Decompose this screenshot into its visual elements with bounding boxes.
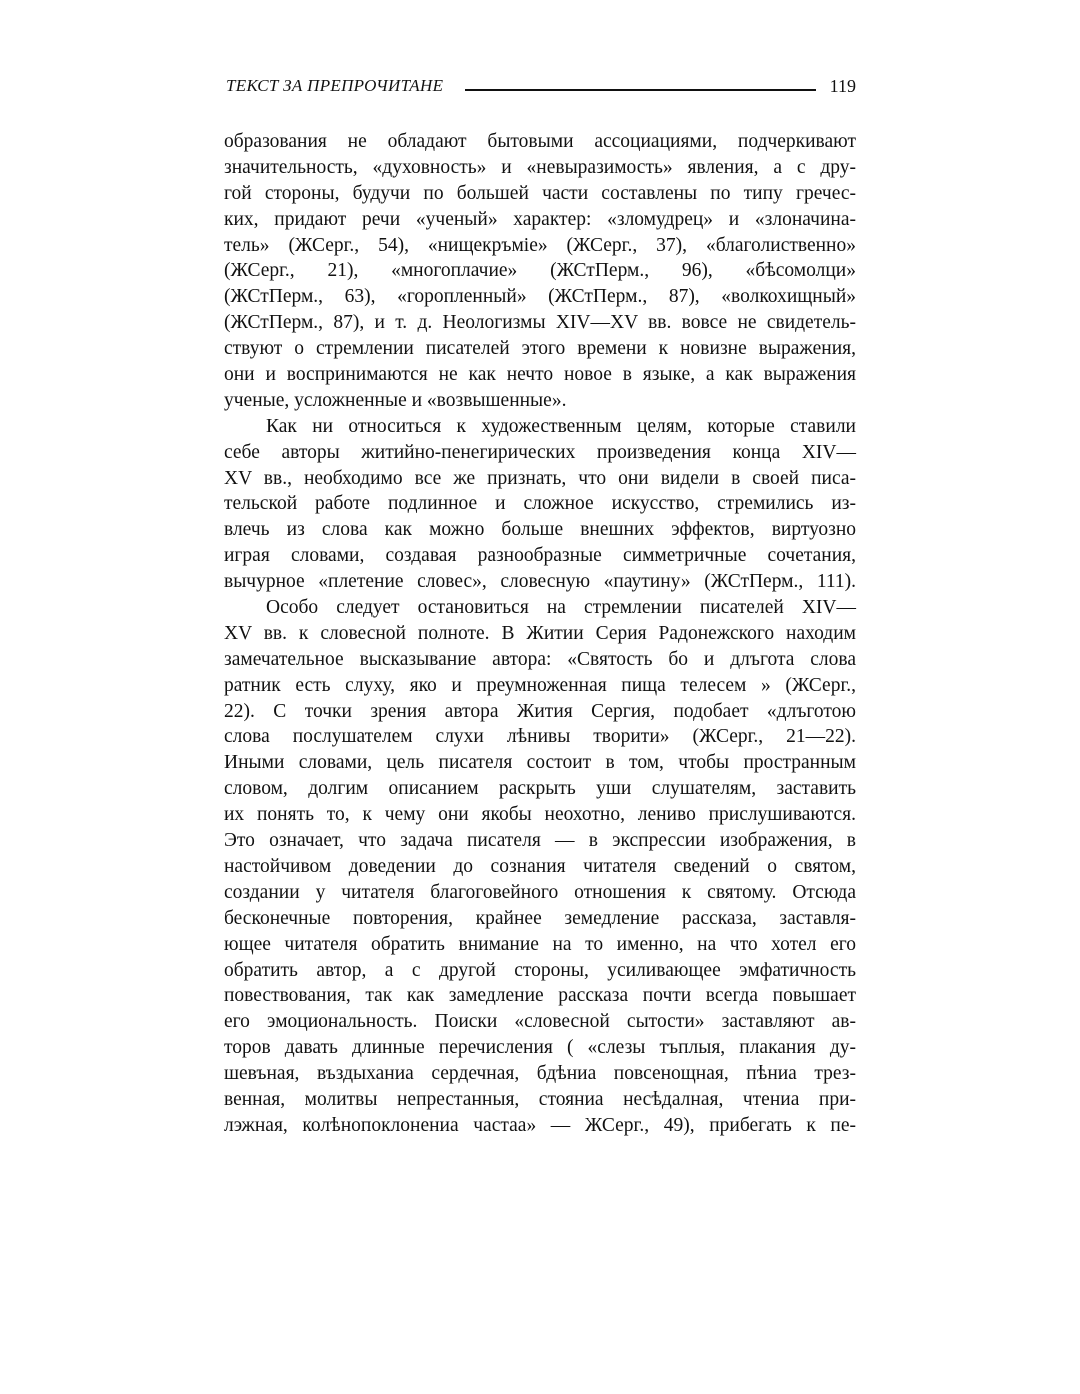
text-line: (ЖСтПерм., 63), «горопленный» (ЖСтПерм., 87), «волкохищный» (224, 286, 856, 308)
text-line: шевъная, въздыханиа сердечная, бдѣниа повсенощная, пѣниа трез- (224, 1063, 856, 1085)
text-line: повествования, так как замедление рассказа почти всегда повышает (224, 985, 856, 1007)
text-line: ких, придают речи «ученый» характер: «зломудрец» и «злоначина- (224, 208, 856, 230)
text-line: Особо следует остановиться на стремлении писателей XIV— (266, 597, 856, 619)
text-line: бесконечные повторения, крайнее земедление рассказа, заставля- (224, 907, 856, 929)
text-line: торов давать длинные перечисления ( «слезы тъплыя, плакания ду- (224, 1037, 856, 1059)
text-line: ратник есть слуху, яко и преумноженная пища телесем » (ЖСерг., (224, 674, 856, 696)
paragraph-2 (224, 414, 856, 595)
text-line: Как ни относиться к художественным целям, которые ставили (266, 415, 856, 437)
text-line: образования не обладают бытовыми ассоциациями, подчеркивают (224, 131, 856, 152)
text-line: Это означает, что задача писателя — в экспрессии изображения, в (224, 830, 856, 852)
text-body (224, 129, 856, 1139)
page-number: 119 (829, 75, 856, 96)
text-line: себе авторы житийно-пенегирических произведения конца XIV— (224, 441, 856, 463)
text-line: венная, молитвы непрестанныя, стояниа несѣдалная, чтениа при- (224, 1088, 856, 1110)
text-line: влечь из слова как можно больше внешних эффектов, виртуозно (224, 519, 856, 541)
text-line: Иными словами, цель писателя состоит в том, чтобы пространным (224, 752, 856, 774)
paragraph-1 (224, 129, 856, 414)
text-line: 22). С точки зрения автора Жития Сергия, подобает «длъготою (224, 700, 856, 722)
text-line: вычурное «плетение словес», словесную «паутину» (ЖСтПерм., 111). (224, 571, 856, 593)
text-line: замечательное высказывание автора: «Святость бо и длъгота слова (224, 648, 856, 670)
text-line: создании у читателя благоговейного отношения к святому. Отсюда (224, 881, 856, 903)
text-line: слова послушателем слухи лѣнивы творити» (ЖСерг., 21—22). (224, 726, 856, 748)
paragraph-3 (224, 595, 856, 1139)
text-line: они и воспринимаются не как нечто новое в языке, а как выражения (224, 364, 856, 386)
text-line: ствуют о стремлении писателей этого времени к новизне выражения, (224, 338, 856, 360)
text-line: (ЖСерг., 21), «многоплачие» (ЖСтПерм., 96), «бѣсомолци» (224, 260, 856, 282)
header-rule (465, 89, 815, 91)
text-line: XV вв., необходимо все же признать, что они видели в своей писа- (224, 467, 856, 489)
text-line: (ЖСтПерм., 87), и т. д. Неологизмы XIV—XV вв. вовсе не свидетель- (224, 312, 856, 334)
text-line: значительность, «духовность» и «невыразимость» явления, а с дру- (224, 156, 856, 178)
text-line: играя словами, создавая разнообразные симметричные сочетания, (224, 545, 856, 567)
text-line: лэжная, колѣнопоклонениа частаа» — ЖСерг., 49), прибегать к пе- (224, 1114, 856, 1136)
text-line: обратить автор, а с другой стороны, усиливающее эмфатичность (224, 959, 856, 981)
running-header (226, 75, 856, 97)
text-line: их понять то, к чему они якобы неохотно, лениво прислушиваются. (224, 804, 856, 826)
text-line: его эмоциональность. Поиски «словесной сытости» заставляют ав- (224, 1011, 856, 1033)
text-line: ученые, усложненные и «возвышенные». (224, 389, 567, 411)
text-line: ющее читателя обратить внимание на то именно, на что хотел его (224, 933, 856, 955)
text-line: тельской работе подлинное и сложное искусство, стремились из- (224, 493, 856, 515)
text-line: словом, долгим описанием раскрыть уши слушателям, заставить (224, 778, 856, 800)
text-line: XV вв. к словесной полноте. В Житии Серия Радонежского находим (224, 622, 856, 644)
text-line: настойчивом доведении до сознания читателя сведений о святом, (224, 855, 856, 877)
running-title: ТЕКСТ ЗА ПРЕПРОЧИТАНЕ (226, 76, 444, 95)
text-line: гой стороны, будучи по большей части составлены по типу гречес- (224, 182, 856, 204)
text-line: тель» (ЖСерг., 54), «нищекръміе» (ЖСерг., 37), «благолиственно» (224, 234, 856, 256)
